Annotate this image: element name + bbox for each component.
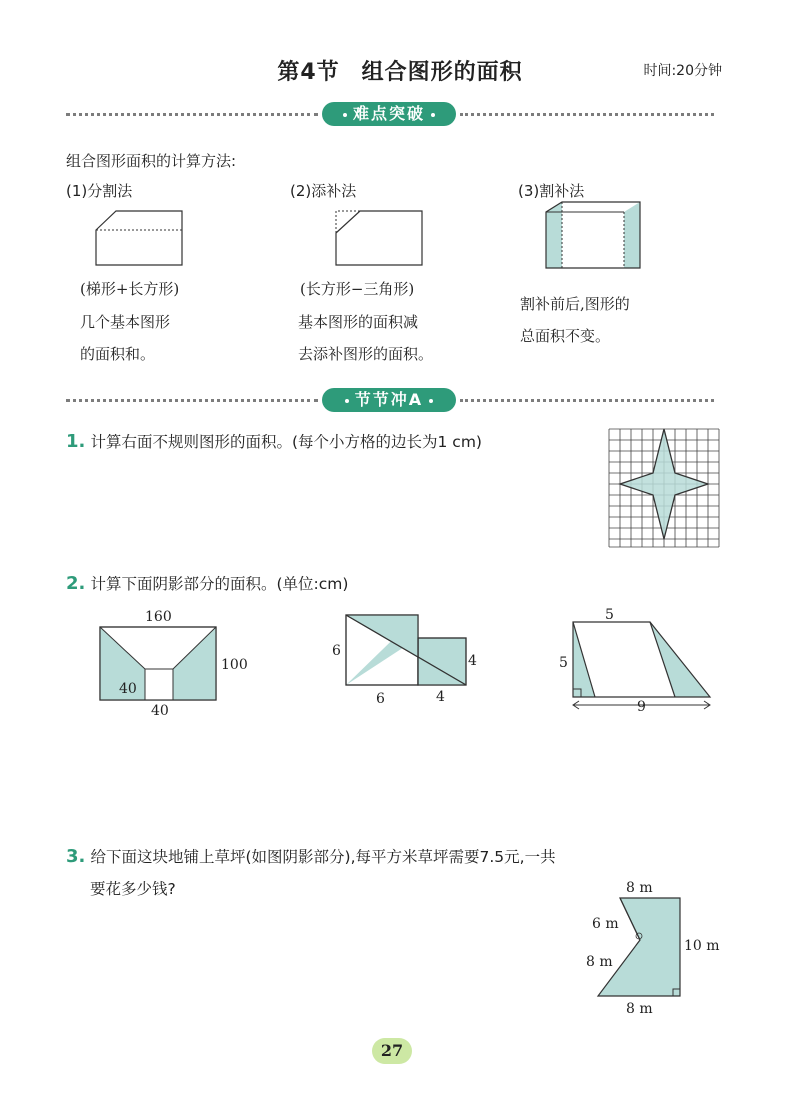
section-number: 第4节 [277,60,340,85]
inner-square [145,669,173,700]
divider-dots [66,399,318,402]
time-limit: 时间:20分钟 [643,63,722,79]
q3-lawn-figure [580,878,730,1018]
question-text: 给下面这块地铺上草坪(如图阴影部分),每平方米草坪需要7.5元,一共 [90,848,556,866]
label-5-top: 5 [605,607,614,623]
q1-grid-figure [608,428,720,548]
label-upper-left: 6 m [592,916,619,932]
method-2-formula: (长方形−三角形) [300,280,415,298]
q2-figure-2 [330,605,480,710]
label-4-bottom: 4 [436,689,445,705]
divider-dots [66,113,318,116]
banner-practice [322,388,456,412]
trapezoid-rect-shape [96,211,182,265]
method-3-desc: 总面积不变。 [520,327,611,345]
question-number: 3. [66,846,86,867]
page-number: 27 [372,1038,412,1064]
label-9-bottom: 9 [637,699,646,715]
label-5-left: 5 [559,655,568,671]
banner-difficult-label: 难点突破 [352,104,425,123]
cut-rectangle-shape [336,211,422,265]
method-1-desc: 几个基本图形 [80,313,171,331]
section-title: 组合图形的面积 [361,60,523,85]
label-4-right: 4 [468,653,477,669]
question-3 [66,845,556,867]
label-100: 100 [221,657,248,673]
methods-intro: 组合图形面积的计算方法: [66,152,237,170]
label-6-left: 6 [332,643,341,659]
label-lower-left: 8 m [586,954,613,970]
method-3-figure [538,200,648,276]
divider-dots [460,399,714,402]
method-label-1: (1)分割法 [66,182,133,200]
method-1-desc: 的面积和。 [80,345,156,363]
banner-difficult [322,102,456,126]
method-label-3: (3)割补法 [518,182,585,200]
method-label-2: (2)添补法 [290,182,357,200]
q2-figure-3 [555,605,720,715]
label-6-bottom: 6 [376,691,385,707]
label-40-inner: 40 [119,681,137,697]
method-1-figure [90,205,190,271]
question-text: 计算右面不规则图形的面积。(每个小方格的边长为1 cm) [90,433,482,451]
label-right: 10 m [684,938,720,954]
label-160: 160 [145,609,172,625]
method-2-desc: 去添补图形的面积。 [298,345,434,363]
label-40-bottom: 40 [151,703,169,719]
question-number: 1. [66,431,86,452]
q2-figure-1 [95,605,255,720]
question-1 [66,430,482,452]
label-bottom: 8 m [626,1001,653,1017]
star-shape [620,429,708,539]
label-top: 8 m [626,880,653,896]
banner-practice-label: 节节冲A [354,390,424,409]
question-number: 2. [66,573,86,594]
question-2 [66,572,348,594]
method-2-figure [330,205,430,271]
method-2-desc: 基本图形的面积减 [298,313,419,331]
question-text-continued: 要花多少钱? [90,880,176,898]
method-3-desc: 割补前后,图形的 [520,295,630,313]
method-1-formula: (梯形+长方形) [80,280,180,298]
moved-piece [624,202,640,268]
divider-dots [460,113,714,116]
question-text: 计算下面阴影部分的面积。(单位:cm) [90,575,349,593]
lawn-shape [598,898,680,996]
